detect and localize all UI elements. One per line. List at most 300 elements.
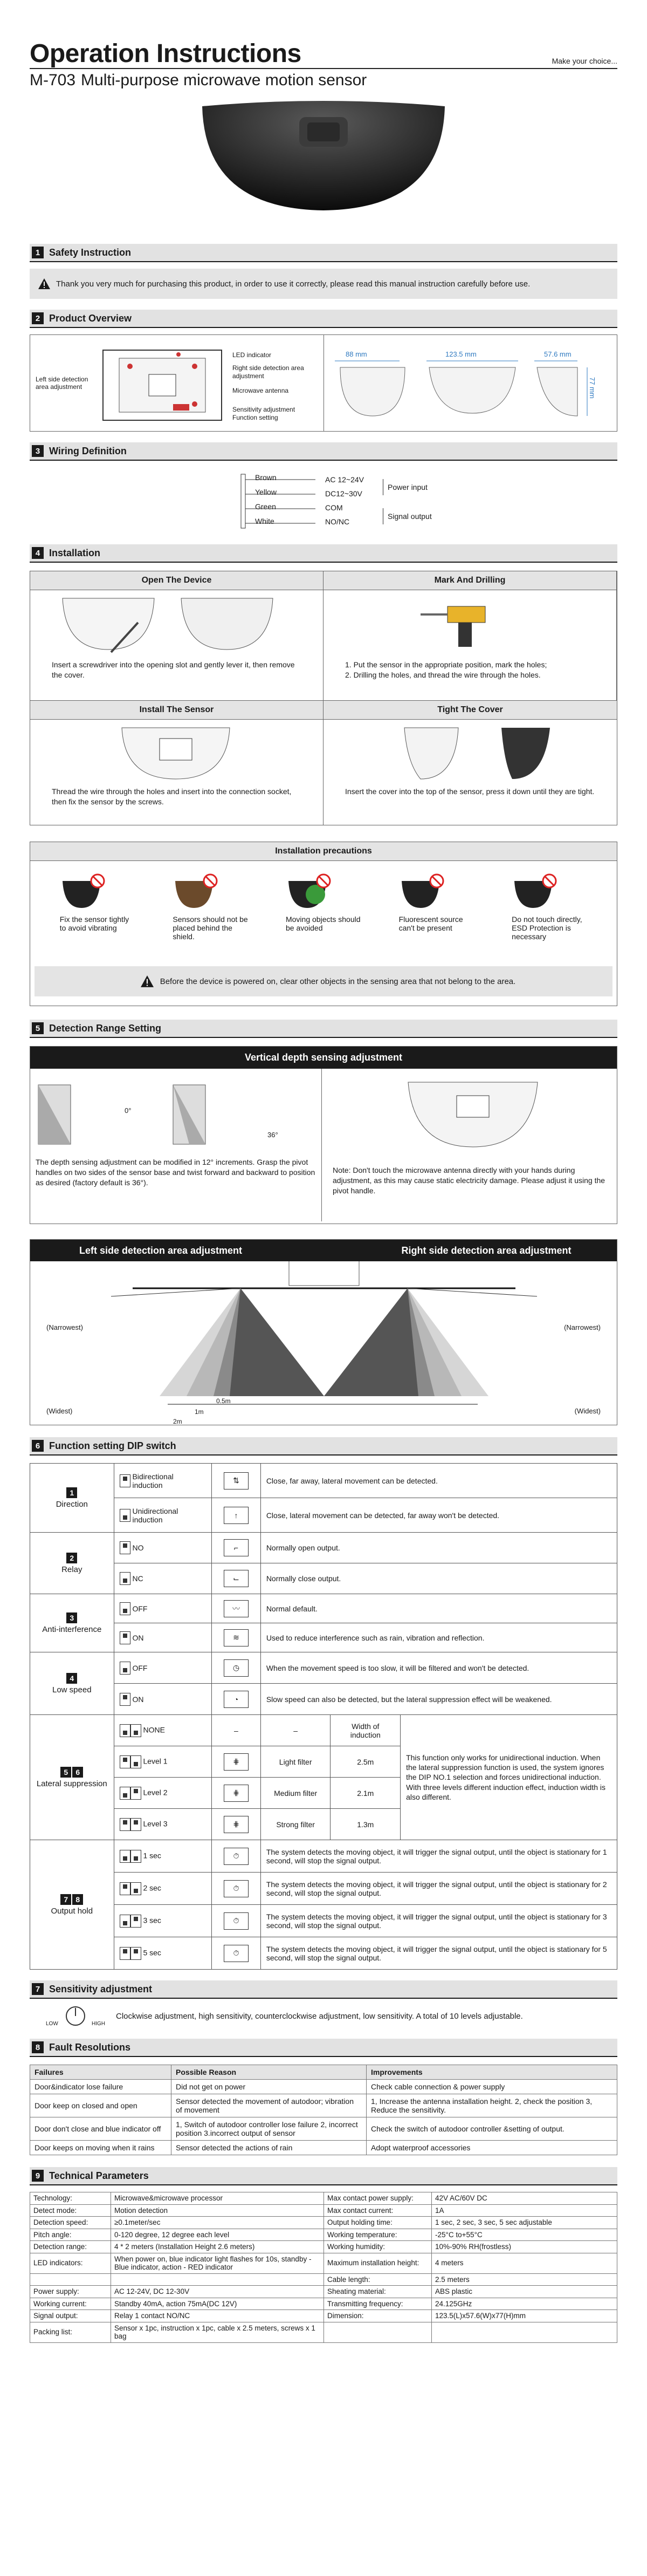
unidirectional-icon: ↑: [224, 1507, 249, 1524]
dip-switch-icon: [130, 1850, 141, 1863]
dip-group-label: [30, 1652, 114, 1715]
precaution-item: [60, 873, 135, 966]
param-label: Signal output:: [30, 2310, 111, 2322]
section-number: 3: [32, 445, 44, 457]
param-label: LED indicators:: [30, 2253, 111, 2273]
param-value: ABS plastic: [432, 2286, 617, 2298]
precautions-box: [30, 842, 617, 1006]
step-open-device: [30, 571, 324, 701]
option-label: ON: [132, 1694, 144, 1704]
param-value: [432, 2322, 617, 2342]
group-number: 1: [66, 1487, 77, 1498]
table-row: [30, 1623, 617, 1652]
option-desc: When the movement speed is too slow, it will be filtered and won't be detected.: [260, 1652, 617, 1684]
label-microwave-antenna: Microwave antenna: [232, 387, 289, 394]
group-number: 3: [66, 1612, 77, 1623]
param-label: Detect mode:: [30, 2204, 111, 2217]
option-desc: Normally open output.: [260, 1533, 617, 1563]
param-label: Pitch angle:: [30, 2229, 111, 2241]
dip-option: [114, 1464, 212, 1498]
dip-icon-cell: [212, 1778, 261, 1809]
dim-depth: 57.6 mm: [544, 350, 572, 358]
pcb-diagram: [98, 345, 227, 426]
group-number: 8: [72, 1894, 83, 1905]
vertical-depth-title: Vertical depth sensing adjustment: [30, 1047, 617, 1069]
vertical-note: [322, 1069, 624, 1221]
label-sensitivity-adjustment: Sensitivity adjustment: [232, 406, 295, 413]
param-label: Transmitting frequency:: [324, 2298, 432, 2310]
param-value: 2.5 meters: [432, 2273, 617, 2286]
option-label: 2 sec: [143, 1883, 161, 1892]
table-row: [30, 1563, 617, 1594]
dip-option: [114, 1715, 212, 1746]
option-desc: The system detects the moving object, it will trigger the signal output, until the object is stationary for 2 second, will stop the signal output.: [260, 1873, 617, 1905]
param-value: Microwave&microwave processor: [111, 2192, 324, 2205]
dip-switch-icon: [120, 1572, 130, 1585]
dip-option: [114, 1840, 212, 1873]
width-value: 2.5m: [331, 1746, 401, 1778]
group-name: Lateral suppression: [36, 1779, 107, 1788]
open-device-illustration: [30, 590, 321, 658]
section-title: Detection Range Setting: [49, 1022, 162, 1034]
option-label: OFF: [132, 1663, 148, 1672]
section-sensitivity: [30, 1980, 617, 2033]
table-row: [30, 2286, 617, 2298]
dip-switch-icon: [130, 1755, 141, 1768]
param-value: Relay 1 contact NO/NC: [111, 2310, 324, 2322]
dip-switch-icon: [120, 1755, 130, 1768]
improvement-cell: 1, Increase the antenna installation height. 2, check the position 3, Reduce the sensitivity.: [367, 2094, 617, 2117]
sensitivity-dial: [46, 2003, 105, 2030]
tagline: Make your choice...: [552, 57, 617, 65]
sensitivity-row: [30, 1999, 617, 2033]
param-value: Motion detection: [111, 2204, 324, 2217]
no-moving-objects-icon: [286, 873, 334, 913]
section-title: Installation: [49, 547, 101, 558]
dip-option: [114, 1498, 212, 1533]
right-widest-label: (Widest): [574, 1407, 601, 1415]
param-label: Sheating material:: [324, 2286, 432, 2298]
dip-switch-icon: [120, 1541, 130, 1554]
dip-switch-icon: [130, 1947, 141, 1960]
dip-icon-cell: [212, 1937, 261, 1970]
table-row: [30, 1840, 617, 1873]
page-title: Operation Instructions: [30, 39, 301, 68]
bidirectional-icon: ⇅: [224, 1472, 249, 1489]
step-title: Mark And Drilling: [324, 571, 616, 590]
reason-cell: Sensor detected the actions of rain: [171, 2141, 367, 2155]
slow-speed-icon: ◔: [224, 1691, 249, 1708]
option-label: 1 sec: [143, 1851, 161, 1860]
term-nonc: NO/NC: [325, 517, 350, 526]
step-install-sensor: [30, 701, 324, 825]
dip-option: [114, 1937, 212, 1970]
param-value: AC 12-24V, DC 12-30V: [111, 2286, 324, 2298]
group-name: Low speed: [52, 1685, 92, 1694]
section-number: 4: [32, 547, 44, 559]
step-title: Open The Device: [30, 571, 323, 590]
no-touch-icon: [512, 873, 560, 913]
param-label: Detection range:: [30, 2241, 111, 2253]
precautions-list: [30, 861, 617, 966]
dip-switch-icon: [120, 1947, 130, 1960]
dip-option: [114, 1533, 212, 1563]
wiring-lines: [240, 472, 321, 531]
dip-option: [114, 1594, 212, 1623]
section-number: 5: [32, 1022, 44, 1034]
table-row: [30, 2080, 617, 2094]
table-row: [30, 1464, 617, 1498]
option-desc: Slow speed can also be detected, but the lateral suppression effect will be weakened.: [260, 1684, 617, 1715]
param-value: 0-120 degree, 12 degree each level: [111, 2229, 324, 2241]
table-row: [30, 2192, 617, 2205]
param-value: 4 * 2 meters (Installation Height 2.6 meters): [111, 2241, 324, 2253]
dip-switch-icon: [120, 1882, 130, 1895]
label-function-setting: Function setting: [232, 414, 278, 421]
table-row: [30, 2117, 617, 2141]
relay-nc-icon: ⌙: [224, 1570, 249, 1587]
option-label: NC: [132, 1574, 143, 1583]
dim-length: 123.5 mm: [445, 350, 477, 358]
wave-icon: 〰: [224, 1600, 249, 1617]
wire-yellow: Yellow: [255, 488, 277, 496]
fault-cell: Door keep on closed and open: [30, 2094, 171, 2117]
tech-table: [30, 2192, 617, 2343]
group-name: Direction: [56, 1499, 88, 1509]
angle-0-label: 0°: [125, 1106, 132, 1115]
table-row: [30, 2094, 617, 2117]
no-shield-icon: [173, 873, 221, 913]
precaution-text: Sensors should not be placed behind the shield.: [173, 915, 248, 941]
param-value: 1A: [432, 2204, 617, 2217]
cover-illustration: [324, 720, 615, 784]
param-label: Max contact current:: [324, 2204, 432, 2217]
dip-option: [114, 1746, 212, 1778]
column-header: Improvements: [367, 2065, 617, 2080]
group-number: 5: [60, 1767, 71, 1778]
dip-group-label: [30, 1464, 114, 1533]
dip-switch-icon: [120, 1693, 130, 1706]
section-number: 2: [32, 312, 44, 324]
dip-icon-cell: [212, 1563, 261, 1594]
column-header: Failures: [30, 2065, 171, 2080]
table-row: [30, 2241, 617, 2253]
component-labels: [232, 351, 319, 422]
table-row: [30, 2229, 617, 2241]
dim-height: 77 mm: [588, 377, 596, 399]
dip-switch-icon: [130, 1882, 141, 1895]
section-number: 6: [32, 1440, 44, 1452]
product-subtitle: Multi-purpose microwave motion sensor: [81, 71, 367, 89]
option-label: 5 sec: [143, 1948, 161, 1957]
dip-switch-icon: [120, 1818, 130, 1831]
section-installation: [30, 544, 617, 1006]
dip-option: [114, 1563, 212, 1594]
section-title: Sensitivity adjustment: [49, 1983, 153, 1994]
step-text: Thread the wire through the holes and insert into the connection socket, then fix the sensor by the screws.: [52, 787, 292, 806]
dip-option: [114, 1652, 212, 1684]
drill-icon: [324, 590, 615, 658]
step-text: Insert the cover into the top of the sensor, press it down until they are tight.: [345, 787, 595, 796]
term-dc: DC12~30V: [325, 489, 362, 498]
table-row: [30, 1533, 617, 1563]
table-row: [30, 2141, 617, 2155]
dip-icon-cell: [212, 1905, 261, 1937]
width-value: 1.3m: [331, 1809, 401, 1840]
param-value: -25°C to+55°C: [432, 2229, 617, 2241]
fault-cell: Door&indicator lose failure: [30, 2080, 171, 2094]
left-detection-title: Left side detection area adjustment: [79, 1245, 243, 1256]
wire-white: White: [255, 517, 274, 525]
step-title: Install The Sensor: [30, 701, 323, 720]
dip-option: [114, 1809, 212, 1840]
dip-icon-cell: [212, 1809, 261, 1840]
dip-switch-icon: [120, 1474, 130, 1487]
dip-icon-cell: [212, 1498, 261, 1533]
dim-width: 88 mm: [346, 350, 367, 358]
option-label: OFF: [132, 1604, 148, 1613]
timer-icon: ⏱: [224, 1912, 249, 1930]
dip-icon-cell: [212, 1684, 261, 1715]
term-ac: AC 12~24V: [325, 475, 364, 484]
dip-group-label: [30, 1715, 114, 1840]
safety-notice: [30, 269, 617, 299]
dip-icon-cell: –: [212, 1715, 261, 1746]
filter-wave-icon: ≋: [224, 1629, 249, 1646]
width-header: Width of induction: [331, 1715, 401, 1746]
table-row: [30, 2217, 617, 2229]
option-desc: Used to reduce interference such as rain, vibration and reflection.: [260, 1623, 617, 1652]
section-number: 8: [32, 2041, 44, 2053]
group-number: 6: [72, 1767, 83, 1778]
dip-group-label: [30, 1533, 114, 1594]
dip-switch-icon: [120, 1724, 130, 1737]
label-right-detection: Right side detection area adjustment: [232, 364, 304, 380]
dimensions-diagram: [324, 335, 617, 431]
param-label: [324, 2322, 432, 2342]
signal-output-label: Signal output: [383, 508, 432, 524]
param-label: Working current:: [30, 2298, 111, 2310]
table-row: [30, 2273, 617, 2286]
param-label: Dimension:: [324, 2310, 432, 2322]
section-number: 9: [32, 2170, 44, 2182]
section-tech-params: [30, 2167, 617, 2343]
note-text: Note: Don't touch the microwave antenna directly with your hands during adjustment, as this may cause static electricity damage. Please adjust it using the pivot handle.: [333, 1166, 605, 1195]
width-value: 2.1m: [331, 1778, 401, 1809]
precaution-item: [512, 873, 587, 966]
timer-icon: ⏱: [224, 1945, 249, 1962]
option-desc: The system detects the moving object, it will trigger the signal output, until the object is stationary for 3 second, will stop the signal output.: [260, 1905, 617, 1937]
section-faults: [30, 2039, 617, 2155]
side-detection-box: [30, 1239, 617, 1425]
section-number: 7: [32, 1983, 44, 1995]
model-number: M-703: [30, 71, 76, 89]
mark-step-2: 2. Drilling the holes, and thread the wire through the holes.: [345, 670, 541, 679]
filter-level: –: [260, 1715, 331, 1746]
precaution-item: [286, 873, 361, 966]
dip-option: [114, 1905, 212, 1937]
param-value: 42V AC/60V DC: [432, 2192, 617, 2205]
option-label: Level 1: [143, 1757, 168, 1766]
safety-text: Thank you very much for purchasing this product, in order to use it correctly, please read this manual instruction carefully before use.: [56, 279, 531, 289]
side-detection-header: [30, 1240, 617, 1261]
wire-green: Green: [255, 502, 276, 511]
filter-level: Light filter: [260, 1746, 331, 1778]
table-row: [30, 1905, 617, 1937]
install-steps: [30, 571, 617, 825]
dip-switch-icon: [120, 1850, 130, 1863]
dip-switch-icon: [120, 1915, 130, 1928]
column-header: Possible Reason: [171, 2065, 367, 2080]
param-value: 4 meters: [432, 2253, 617, 2273]
option-label: Level 2: [143, 1788, 168, 1797]
param-label: Power supply:: [30, 2286, 111, 2298]
precaution-text: Fix the sensor tightly to avoid vibrating: [59, 915, 129, 932]
wire-brown: Brown: [255, 473, 277, 482]
precaution-item: [173, 873, 248, 966]
param-label: Maximum installation height:: [324, 2253, 432, 2273]
dip-switch-icon: [130, 1818, 141, 1831]
dip-icon-cell: [212, 1746, 261, 1778]
group-name: Relay: [61, 1564, 82, 1574]
dip-switch-icon: [130, 1915, 141, 1928]
overview-box: [30, 334, 617, 432]
label-led-indicator: LED indicator: [232, 351, 272, 359]
param-value: 123.5(L)x57.6(W)x77(H)mm: [432, 2310, 617, 2322]
reason-cell: 1, Switch of autodoor controller lose failure 2, incorrect position 3.incorrect output of sensor: [171, 2117, 367, 2141]
dip-switch-icon: [120, 1787, 130, 1800]
param-label: Packing list:: [30, 2322, 111, 2342]
step-text: Insert a screwdriver into the opening slot and gently lever it, then remove the cover.: [52, 660, 295, 679]
table-row: [30, 1594, 617, 1623]
low-label: LOW: [46, 2021, 58, 2027]
relay-no-icon: ⌐: [224, 1539, 249, 1556]
option-desc: Normally close output.: [260, 1563, 617, 1594]
section-title: Wiring Definition: [49, 445, 127, 456]
param-value: Standby 40mA, action 75mA(DC 12V): [111, 2298, 324, 2310]
section-title: Technical Parameters: [49, 2170, 149, 2181]
section-title: Product Overview: [49, 312, 132, 324]
step-mark-drilling: [324, 571, 617, 701]
table-row: [30, 2310, 617, 2322]
table-row: [30, 1937, 617, 1970]
angle-36-label: 36°: [267, 1131, 278, 1139]
fault-cell: Door don't close and blue indicator off: [30, 2117, 171, 2141]
table-row: [30, 1873, 617, 1905]
param-label: Working humidity:: [324, 2241, 432, 2253]
right-narrowest-label: (Narrowest): [564, 1323, 601, 1331]
dist-label: 1m: [195, 1408, 204, 1416]
no-fluorescent-icon: [399, 873, 448, 913]
option-label: 3 sec: [143, 1916, 161, 1925]
timer-icon: ⏱: [224, 1880, 249, 1897]
left-narrowest-label: (Narrowest): [46, 1323, 83, 1331]
install-sensor-illustration: [30, 720, 321, 784]
table-row: [30, 2298, 617, 2310]
lateral-note: This function only works for unidirectional induction. When the lateral suppression function is used, the system ignores the DIP NO.1 selection and forces unidirectional induction. With three levels different induction effect, induction width is also different.: [401, 1715, 617, 1840]
section-wiring: [30, 442, 617, 536]
light-filter-icon: ⋕: [224, 1753, 249, 1771]
precautions-title: Installation precautions: [30, 842, 617, 861]
dip-icon-cell: [212, 1652, 261, 1684]
precaution-text: Do not touch directly, ESD Protection is necessary: [512, 915, 582, 941]
table-row: [30, 1652, 617, 1684]
mark-step-1: 1. Put the sensor in the appropriate position, mark the holes;: [345, 660, 547, 669]
dip-switch-icon: [120, 1509, 130, 1522]
section-detection-range: [30, 1020, 617, 1425]
section-dip-switch: [30, 1437, 617, 1970]
option-label: NONE: [143, 1725, 165, 1734]
vertical-depth-content: [30, 1069, 617, 1221]
dip-icon-cell: [212, 1464, 261, 1498]
option-label: ON: [132, 1633, 144, 1642]
detection-cone-diagram: [30, 1261, 618, 1423]
section-safety: [30, 244, 617, 299]
precaution-text: Fluorescent source can't be present: [398, 915, 463, 932]
group-name: Anti-interference: [42, 1624, 102, 1634]
precaution-text: Moving objects should be avoided: [285, 915, 361, 932]
section-title: Fault Resolutions: [49, 2041, 131, 2053]
reason-cell: Did not get on power: [171, 2080, 367, 2094]
table-row: [30, 2204, 617, 2217]
param-value: Sensor x 1pc, instruction x 1pc, cable x 2.5 meters, screws x 1 bag: [111, 2322, 324, 2342]
option-label: Bidirectional induction: [132, 1472, 174, 1489]
wiring-diagram: [30, 461, 617, 536]
option-label: Unidirectional induction: [132, 1506, 178, 1524]
step-tight-cover: [324, 701, 617, 825]
section-overview: [30, 310, 617, 432]
dip-option: [114, 1778, 212, 1809]
section-number: 1: [32, 247, 44, 258]
option-desc: Close, lateral movement can be detected, far away won't be detected.: [260, 1498, 617, 1533]
improvement-cell: Check the switch of autodoor controller &setting of output.: [367, 2117, 617, 2141]
param-label: Output holding time:: [324, 2217, 432, 2229]
option-desc: The system detects the moving object, it will trigger the signal output, until the object is stationary for 5 second, will stop the signal output.: [260, 1937, 617, 1970]
param-label: Max contact power supply:: [324, 2192, 432, 2205]
dip-icon-cell: [212, 1533, 261, 1563]
param-label: [30, 2273, 111, 2286]
group-number: 4: [66, 1673, 77, 1684]
term-com: COM: [325, 503, 343, 512]
param-value: When power on, blue indicator light flashes for 10s, standby - Blue indicator, action - RED indicator: [111, 2253, 324, 2273]
strong-filter-icon: ⋕: [224, 1816, 249, 1833]
high-label: HIGH: [92, 2021, 105, 2027]
dip-switch-icon: [120, 1631, 130, 1644]
left-detection-label: Left side detection area adjustment: [36, 375, 88, 391]
param-value: [111, 2273, 324, 2286]
param-label: Detection speed:: [30, 2217, 111, 2229]
filter-level: Medium filter: [260, 1778, 331, 1809]
param-label: Cable length:: [324, 2273, 432, 2286]
dip-group-label: [30, 1594, 114, 1652]
right-detection-title: Right side detection area adjustment: [401, 1245, 572, 1256]
precaution-item: [399, 873, 474, 966]
step-title: Tight The Cover: [324, 701, 617, 720]
param-label: Technology:: [30, 2192, 111, 2205]
improvement-cell: Adopt waterproof accessories: [367, 2141, 617, 2155]
dip-switch-icon: [130, 1787, 141, 1800]
dip-switch-icon: [120, 1662, 130, 1675]
section-title: Function setting DIP switch: [49, 1440, 176, 1451]
overview-diagram: [30, 335, 324, 431]
wire-terminals: [325, 473, 364, 529]
table-row: [30, 1715, 617, 1746]
param-value: 1 sec, 2 sec, 3 sec, 5 sec adjustable: [432, 2217, 617, 2229]
option-desc: Normal default.: [260, 1594, 617, 1623]
warning-icon: [38, 278, 51, 290]
fault-cell: Door keeps on moving when it rains: [30, 2141, 171, 2155]
option-label: Level 3: [143, 1819, 168, 1828]
